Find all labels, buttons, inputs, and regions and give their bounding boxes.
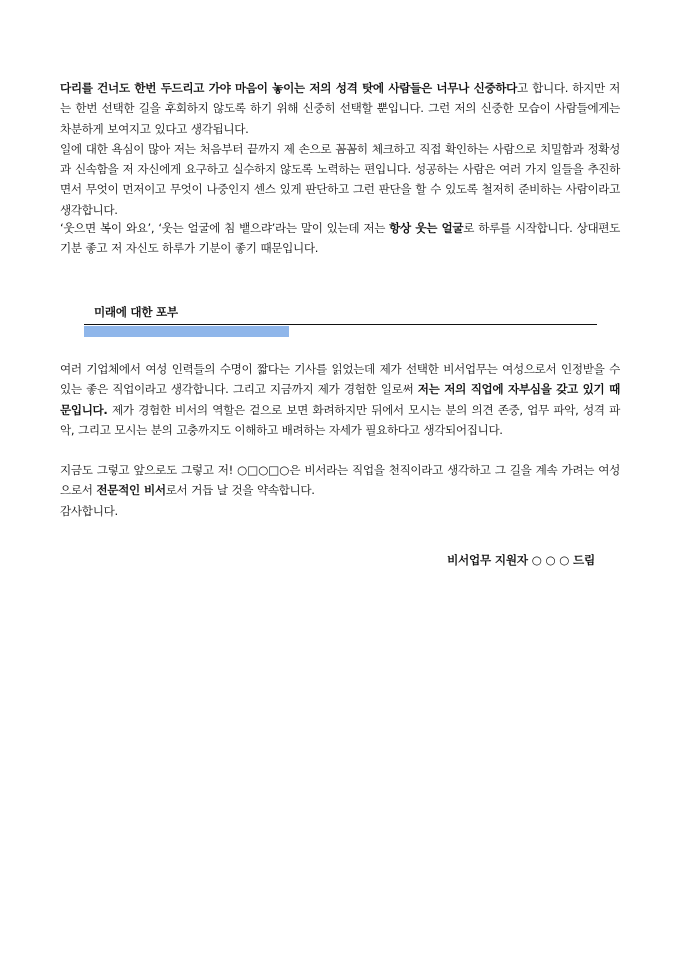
promise-bold-text: 전문적인 비서	[96, 483, 166, 498]
work-ethic-text: 일에 대한 욕심이 많아 저는 처음부터 끝까지 제 손으로 꼼꼼히 체크하고 직접 확인하는 사람으로 치밀함과 정확성과 신속함을 저 자신에게 요구하고 실수하지 않도록 노력하는 편입니다. 성공하는 사람은 여러 가지 일들을 추진하면서 무엇이 먼저이고 무엇이 나중인지 센스 있게 판단하고 그런 판단을 할 수 있도록 철저히 준비하는 사람이라고 생각합니다.	[60, 141, 620, 217]
smile-text-2: 로 하루를 시작합니다. 상대편도 기분 좋고 저 자신도 하루가 기분이 좋기 때문입니다.	[60, 221, 620, 256]
promise-text-2: 로서 거듭 날 것을 약속합니다.	[165, 483, 315, 498]
aspiration-text-1: 여러 기업체에서 여성 인력들의 수명이 짧다는 기사를 읽었는데 제가 선택한 비서업무는 여성으로서 인정받을 수 있는 좋은 직업이라고 생각합니다. 그리고 지금까지 제가 경험한 일로써	[60, 362, 620, 397]
promise-text-1: 지금도 그렇고 앞으로도 그렇고 저! ○□○□○은 비서라는 직업을 천직이라고 생각하고 그 길을 계속 가려는 여성으로서	[60, 463, 620, 498]
aspiration-bold-text: 저는 저의 직업에 자부심을 갖고 있기 때문입니다.	[60, 382, 620, 417]
section-heading: 미래에 대한 포부	[94, 305, 178, 319]
smile-paragraph	[60, 218, 620, 259]
intro-text: 고 합니다. 하지만 저는 한번 선택한 길을 후회하지 않도록 하기 위해 신중히 선택할 뿐입니다. 그런 저의 신중한 모습이 사람들에게는 차분하게 보여지고 있다고 생각됩니다.	[60, 81, 620, 136]
intro-bold-text: 다리를 건너도 한번 두드리고 가야 마음이 놓이는 저의 성격 탓에 사람들은 너무나 신중하다	[60, 81, 518, 95]
aspiration-text-2: 제가 경험한 비서의 역할은 겉으로 보면 화려하지만 뒤에서 모시는 분의 의견 존중, 업무 파악, 성격 파악, 그리고 모시는 분의 고충까지도 이해하고 배려하는 자세가 필요하다고 생각되어집니다.	[60, 402, 620, 437]
smile-bold-text: 항상 웃는 얼굴	[389, 221, 464, 235]
section-underline	[84, 324, 597, 325]
smile-text-1: ‘웃으면 복이 와요’, ‘웃는 얼굴에 침 뱉으랴’라는 말이 있는데 저는	[60, 221, 390, 235]
signature-line: 비서업무 지원자 ○ ○ ○ 드림	[447, 553, 595, 567]
section-accent-bar	[84, 326, 289, 337]
aspiration-paragraph	[60, 359, 620, 440]
intro-paragraph	[60, 78, 620, 220]
closing-text: 감사합니다.	[60, 504, 118, 518]
promise-paragraph	[60, 460, 620, 501]
